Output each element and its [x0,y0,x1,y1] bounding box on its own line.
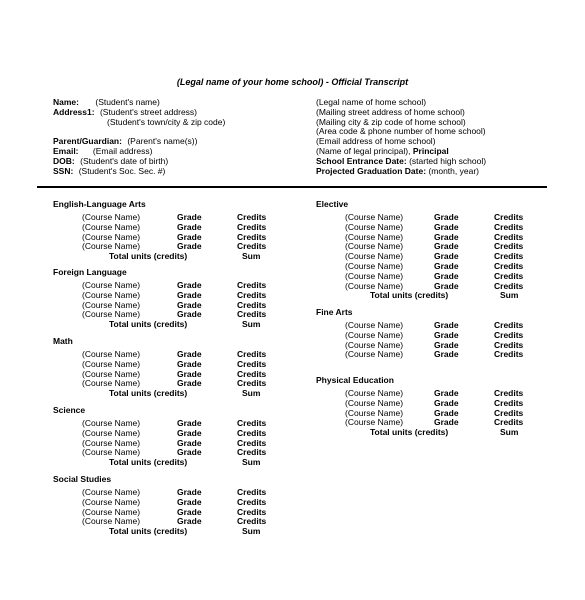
course-credits: Credits [237,221,267,232]
total-label: Total units (credits) [109,319,188,330]
course-grade: Grade [177,437,202,448]
course-grade: Grade [177,289,202,300]
school-phone: (Area code & phone number of home school) [316,126,486,137]
course-grade: Grade [177,241,202,252]
course-credits: Credits [237,231,267,242]
total-sum: Sum [242,319,261,330]
course-credits: Credits [237,289,267,300]
section-divider [37,186,547,188]
course-grade: Grade [434,260,459,271]
course-name: (Course Name) [82,447,141,458]
ssn-line [53,167,298,177]
dob-label: DOB: [53,155,75,166]
entrance-value: (started high school) [409,155,487,166]
course-credits: Credits [494,221,524,232]
address-value-1: (Student's street address) [99,106,198,117]
course-grade: Grade [434,329,459,340]
course-credits: Credits [494,270,524,281]
course-name: (Course Name) [345,329,404,340]
course-grade: Grade [434,320,459,330]
course-grade: Grade [434,251,459,262]
course-grade: Grade [434,349,459,360]
course-name: (Course Name) [82,309,141,320]
course-grade: Grade [177,212,202,222]
course-grade: Grade [177,280,202,290]
parent-line [53,137,298,147]
school-city: (Mailing city & zip code of home school) [316,116,466,127]
total-sum: Sum [242,388,261,399]
section-heading: English-Language Arts [53,199,146,209]
course-grade: Grade [434,241,459,252]
course-grade: Grade [177,368,202,379]
total-label: Total units (credits) [370,427,449,438]
course-name: (Course Name) [345,320,404,330]
course-grade: Grade [434,280,459,291]
course-credits: Credits [237,368,267,379]
course-name: (Course Name) [82,299,141,310]
course-name: (Course Name) [82,427,141,438]
course-credits: Credits [237,496,267,507]
school-street: (Mailing street address of home school) [316,106,465,117]
section-math [53,336,313,399]
course-grade: Grade [434,231,459,242]
dob-value: (Student's date of birth) [80,155,169,166]
course-name: (Course Name) [82,221,141,232]
graduation-value: (month, year) [428,165,479,176]
course-credits: Credits [494,212,524,222]
school-info [316,98,576,176]
section-physical-education [316,375,576,438]
total-sum: Sum [500,290,519,301]
course-grade: Grade [177,516,202,527]
course-credits: Credits [494,397,524,408]
course-credits: Credits [494,320,524,330]
total-sum: Sum [242,526,261,537]
entrance-label: School Entrance Date: [316,155,407,166]
total-row [53,527,313,537]
course-name: (Course Name) [82,358,141,369]
course-credits: Credits [494,339,524,350]
school-email: (Email address of home school) [316,136,436,147]
name-value: (Student's name) [95,97,160,107]
course-credits: Credits [494,231,524,242]
course-grade: Grade [177,358,202,369]
name-label: Name: [53,97,79,107]
course-credits: Credits [237,212,267,222]
course-name: (Course Name) [345,339,404,350]
course-credits: Credits [237,378,267,389]
section-fine-arts [316,307,576,360]
total-label: Total units (credits) [370,290,449,301]
course-name: (Course Name) [345,221,404,232]
course-name: (Course Name) [82,368,141,379]
course-name: (Course Name) [82,437,141,448]
course-grade: Grade [177,418,202,428]
total-label: Total units (credits) [109,457,188,468]
course-credits: Credits [494,388,524,398]
course-name: (Course Name) [345,231,404,242]
course-grade: Grade [434,388,459,398]
course-credits: Credits [237,427,267,438]
section-heading: Science [53,405,86,415]
section-foreign-language [53,267,313,330]
student-info [53,98,298,176]
course-credits: Credits [237,447,267,458]
course-grade: Grade [177,496,202,507]
course-credits: Credits [494,349,524,360]
course-name: (Course Name) [82,289,141,300]
section-elective [316,199,576,301]
graduation-line [316,167,576,177]
course-grade: Grade [177,309,202,320]
course-grade: Grade [177,221,202,232]
course-grade: Grade [434,407,459,418]
course-name: (Course Name) [345,270,404,281]
course-grade: Grade [434,339,459,350]
course-credits: Credits [237,437,267,448]
total-row [53,458,313,468]
course-grade: Grade [177,299,202,310]
ssn-label: SSN: [53,165,74,176]
total-row [53,389,313,399]
course-credits: Credits [237,506,267,517]
total-row [316,428,576,438]
course-name: (Course Name) [82,418,141,428]
course-credits: Credits [494,241,524,252]
course-name: (Course Name) [82,241,141,252]
total-row [53,320,313,330]
section-heading: Social Studies [53,474,112,484]
course-grade: Grade [434,212,459,222]
section-heading: Elective [316,199,349,209]
section-heading: Foreign Language [53,267,127,277]
course-credits: Credits [237,516,267,527]
course-credits: Credits [237,349,267,359]
course-name: (Course Name) [345,260,404,271]
total-label: Total units (credits) [109,388,188,399]
course-name: (Course Name) [345,251,404,262]
course-row [316,350,576,360]
course-credits: Credits [237,358,267,369]
course-grade: Grade [177,487,202,497]
ssn-value: (Student's Soc. Sec. #) [78,165,166,176]
course-grade: Grade [177,427,202,438]
course-name: (Course Name) [82,496,141,507]
section-social-studies [53,474,313,537]
course-name: (Course Name) [82,487,141,497]
graduation-label: Projected Graduation Date: [316,165,427,176]
course-name: (Course Name) [82,516,141,527]
total-sum: Sum [242,251,261,262]
course-name: (Course Name) [82,280,141,290]
total-sum: Sum [500,427,519,438]
total-row [316,291,576,301]
course-name: (Course Name) [345,241,404,252]
course-credits: Credits [494,280,524,291]
course-name: (Course Name) [345,212,404,222]
course-name: (Course Name) [345,388,404,398]
address-label: Address1: [53,106,95,117]
course-name: (Course Name) [82,378,141,389]
course-credits: Credits [494,417,524,428]
course-credits: Credits [494,407,524,418]
parent-label: Parent/Guardian: [53,136,122,147]
total-label: Total units (credits) [109,251,188,262]
course-grade: Grade [434,221,459,232]
course-name: (Course Name) [345,280,404,291]
course-credits: Credits [237,280,267,290]
course-credits: Credits [494,329,524,340]
principal-name: (Name of legal principal), [316,145,411,156]
course-credits: Credits [237,299,267,310]
course-name: (Course Name) [82,506,141,517]
address-line-2 [53,118,298,128]
document-title: (Legal name of your home school) - Official Transcript [176,77,409,87]
parent-value: (Parent's name(s)) [127,136,198,147]
section-heading: Physical Education [316,375,394,385]
principal-label: Principal [412,145,449,156]
email-label: Email: [53,145,79,156]
email-value: (Email address) [92,145,153,156]
address-value-2: (Student's town/city & zip code) [107,116,226,127]
course-name: (Course Name) [82,212,141,222]
course-name: (Course Name) [82,231,141,242]
course-credits: Credits [237,309,267,320]
school-name: (Legal name of home school) [316,97,427,107]
course-grade: Grade [434,417,459,428]
total-label: Total units (credits) [109,526,188,537]
course-credits: Credits [237,487,267,497]
course-credits: Credits [494,260,524,271]
course-grade: Grade [177,447,202,458]
course-credits: Credits [494,251,524,262]
section-science [53,405,313,468]
course-grade: Grade [177,349,202,359]
section-english [53,199,313,262]
total-sum: Sum [242,457,261,468]
course-name: (Course Name) [82,349,141,359]
section-heading: Fine Arts [316,307,353,317]
section-heading: Math [53,336,73,346]
course-credits: Credits [237,418,267,428]
course-name: (Course Name) [345,349,404,360]
course-credits: Credits [237,241,267,252]
course-name: (Course Name) [345,407,404,418]
total-row [53,252,313,262]
course-name: (Course Name) [345,417,404,428]
course-grade: Grade [177,506,202,517]
course-grade: Grade [434,397,459,408]
course-grade: Grade [434,270,459,281]
course-name: (Course Name) [345,397,404,408]
course-grade: Grade [177,231,202,242]
course-grade: Grade [177,378,202,389]
